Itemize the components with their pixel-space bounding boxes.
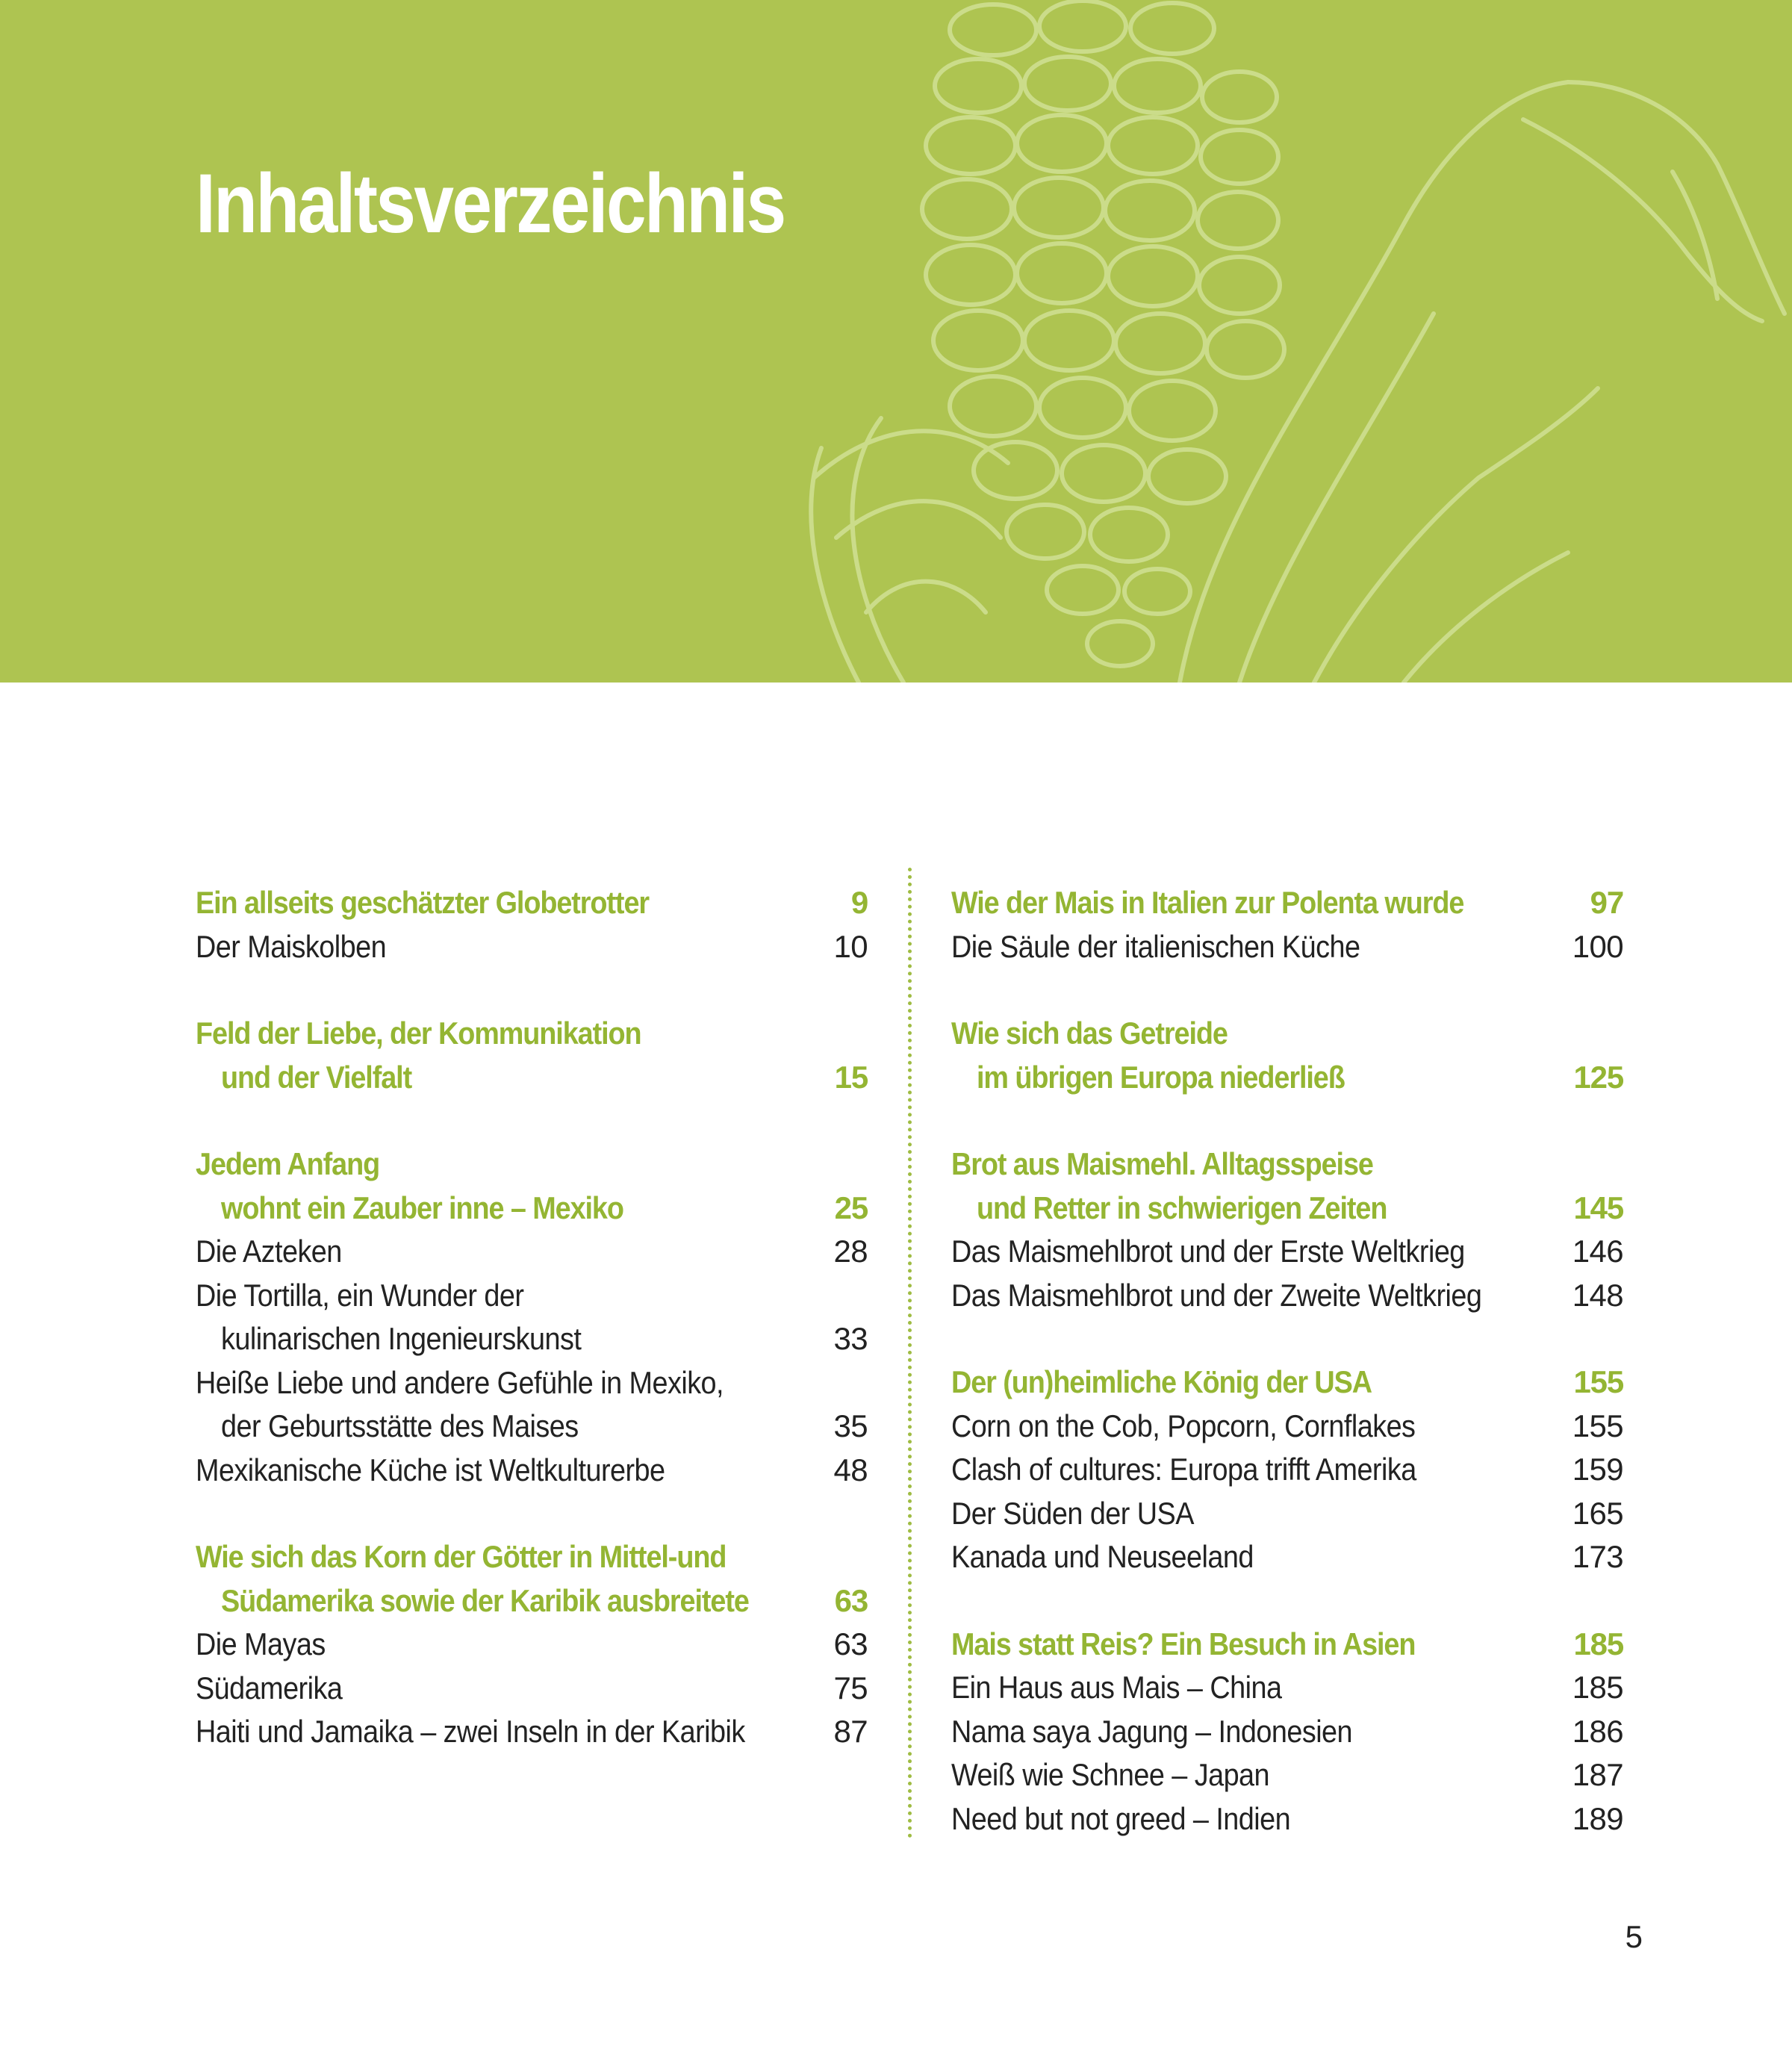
chapter-title-text: und der Vielfalt (221, 1059, 412, 1095)
subchapter-page-number: 159 (1572, 1452, 1623, 1487)
chapter-title-text: und Retter in schwierigen Zeiten (977, 1190, 1387, 1225)
subchapter-entry[interactable] (951, 1405, 1623, 1449)
subchapter-title-text: Mexikanische Küche ist Weltkulturerbe (196, 1452, 665, 1487)
chapter-title[interactable] (196, 1056, 868, 1100)
subchapter-title-text: Need but not greed – Indien (951, 1800, 1291, 1836)
subchapter-entry[interactable] (196, 1623, 868, 1667)
subchapter-page-number: 189 (1572, 1800, 1623, 1836)
subchapter-title-text: Die Azteken (196, 1234, 342, 1269)
chapter-title[interactable] (951, 1623, 1623, 1667)
subchapter-entry[interactable] (951, 925, 1623, 969)
chapter-title[interactable] (196, 1187, 868, 1231)
subchapter-title-text: Der Süden der USA (951, 1495, 1194, 1531)
subchapter-page-number: 48 (833, 1452, 868, 1487)
subchapter-entry[interactable] (951, 1753, 1623, 1797)
chapter-title[interactable] (196, 1142, 868, 1187)
chapter-page-number: 63 (834, 1582, 868, 1618)
toc-left-column (196, 881, 868, 1797)
chapter-page-number: 25 (834, 1190, 868, 1225)
header-band (0, 0, 1792, 683)
chapter-title-text: Wie sich das Getreide (951, 1016, 1228, 1051)
chapter-page-number: 145 (1573, 1190, 1623, 1225)
chapter-title-text: Mais statt Reis? Ein Besuch in Asien (951, 1626, 1416, 1661)
subchapter-page-number: 185 (1572, 1670, 1623, 1705)
subchapter-title-text: Corn on the Cob, Popcorn, Cornflakes (951, 1408, 1416, 1443)
subchapter-title-text: Ein Haus aus Mais – China (951, 1670, 1282, 1705)
chapter-title[interactable] (951, 881, 1623, 925)
chapter-title[interactable] (951, 1056, 1623, 1100)
subchapter-page-number: 10 (833, 928, 868, 964)
toc-section (951, 1361, 1623, 1579)
chapter-page-number: 155 (1573, 1364, 1623, 1399)
subchapter-title-text: Die Mayas (196, 1626, 326, 1661)
subchapter-page-number: 173 (1572, 1539, 1623, 1574)
column-divider (908, 868, 912, 1838)
corn-cob-icon (791, 0, 1792, 683)
subchapter-entry[interactable] (196, 1230, 868, 1274)
chapter-title[interactable] (196, 1579, 868, 1623)
subchapter-title-text: Die Tortilla, ein Wunder der (196, 1277, 524, 1313)
subchapter-title-text: Die Säule der italienischen Küche (951, 928, 1360, 964)
subchapter-entry[interactable] (951, 1797, 1623, 1841)
subchapter-page-number: 28 (833, 1234, 868, 1269)
chapter-title-text: im übrigen Europa niederließ (977, 1059, 1345, 1095)
chapter-title-text: Südamerika sowie der Karibik ausbreitete (221, 1582, 749, 1618)
chapter-page-number: 15 (834, 1059, 868, 1095)
toc-section (196, 1142, 868, 1492)
subchapter-entry[interactable] (196, 1449, 868, 1493)
chapter-page-number: 185 (1573, 1626, 1623, 1661)
subchapter-entry[interactable] (951, 1535, 1623, 1579)
subchapter-page-number: 35 (833, 1408, 868, 1443)
chapter-title[interactable] (951, 1361, 1623, 1405)
subchapter-entry[interactable] (196, 1361, 868, 1405)
subchapter-page-number: 186 (1572, 1713, 1623, 1749)
subchapter-title-text: Clash of cultures: Europa trifft Amerika (951, 1452, 1416, 1487)
subchapter-page-number: 155 (1572, 1408, 1623, 1443)
subchapter-title-text: Das Maismehlbrot und der Zweite Weltkrieg (951, 1277, 1482, 1313)
toc-right-column (951, 881, 1623, 1884)
subchapter-title-text: Südamerika (196, 1670, 343, 1706)
subchapter-page-number: 87 (833, 1714, 868, 1749)
chapter-page-number: 125 (1573, 1059, 1623, 1095)
subchapter-entry[interactable] (196, 1405, 868, 1449)
subchapter-page-number: 33 (833, 1321, 868, 1356)
chapter-title[interactable] (951, 1142, 1623, 1187)
toc-section (951, 1142, 1623, 1317)
toc-section (196, 881, 868, 968)
subchapter-entry[interactable] (196, 1710, 868, 1754)
subchapter-entry[interactable] (951, 1666, 1623, 1710)
subchapter-page-number: 100 (1572, 928, 1623, 964)
subchapter-entry[interactable] (951, 1710, 1623, 1754)
toc-section (196, 1012, 868, 1099)
chapter-title[interactable] (196, 881, 868, 925)
chapter-title-text: Wie sich das Korn der Götter in Mittel-und (196, 1539, 727, 1574)
subchapter-title-text: Das Maismehlbrot und der Erste Weltkrieg (951, 1234, 1465, 1269)
subchapter-entry[interactable] (951, 1230, 1623, 1274)
subchapter-title-text: Nama saya Jagung – Indonesien (951, 1713, 1353, 1749)
chapter-title-text: Brot aus Maismehl. Alltagsspeise (951, 1146, 1373, 1181)
page-number: 5 (1625, 1919, 1643, 1954)
chapter-title-text: Wie der Mais in Italien zur Polenta wurde (951, 885, 1464, 920)
chapter-page-number: 97 (1590, 885, 1623, 920)
chapter-title[interactable] (951, 1012, 1623, 1056)
chapter-title[interactable] (196, 1535, 868, 1579)
subchapter-entry[interactable] (196, 925, 868, 969)
chapter-page-number: 9 (850, 885, 868, 920)
subchapter-entry[interactable] (196, 1317, 868, 1361)
subchapter-entry[interactable] (196, 1274, 868, 1318)
toc-section (951, 881, 1623, 968)
toc-section (951, 1012, 1623, 1099)
subchapter-page-number: 146 (1572, 1234, 1623, 1269)
subchapter-page-number: 187 (1572, 1757, 1623, 1792)
chapter-title-text: Der (un)heimliche König der USA (951, 1364, 1372, 1399)
subchapter-title-text: Kanada und Neuseeland (951, 1539, 1254, 1574)
chapter-title-text: wohnt ein Zauber inne – Mexiko (221, 1190, 623, 1225)
toc-section (196, 1535, 868, 1754)
subchapter-entry[interactable] (951, 1448, 1623, 1492)
chapter-title-text: Ein allseits geschätzter Globetrotter (196, 885, 650, 920)
subchapter-page-number: 148 (1572, 1277, 1623, 1313)
subchapter-entry[interactable] (951, 1492, 1623, 1536)
subchapter-entry[interactable] (951, 1274, 1623, 1318)
chapter-title-text: Feld der Liebe, der Kommunikation (196, 1016, 641, 1051)
subchapter-title-text: der Geburtsstätte des Maises (221, 1408, 579, 1443)
chapter-title-text: Jedem Anfang (196, 1146, 380, 1181)
toc-section (951, 1623, 1623, 1841)
subchapter-page-number: 75 (833, 1670, 868, 1706)
subchapter-title-text: Weiß wie Schnee – Japan (951, 1757, 1270, 1792)
subchapter-title-text: Haiti und Jamaika – zwei Inseln in der Karibik (196, 1714, 745, 1749)
subchapter-page-number: 63 (833, 1626, 868, 1661)
subchapter-page-number: 165 (1572, 1495, 1623, 1531)
page-title: Inhaltsverzeichnis (196, 157, 785, 250)
chapter-title[interactable] (196, 1012, 868, 1056)
subchapter-title-text: kulinarischen Ingenieurskunst (221, 1321, 582, 1356)
subchapter-title-text: Heiße Liebe und andere Gefühle in Mexiko, (196, 1364, 724, 1400)
chapter-title[interactable] (951, 1187, 1623, 1231)
subchapter-entry[interactable] (196, 1667, 868, 1711)
subchapter-title-text: Der Maiskolben (196, 928, 387, 964)
